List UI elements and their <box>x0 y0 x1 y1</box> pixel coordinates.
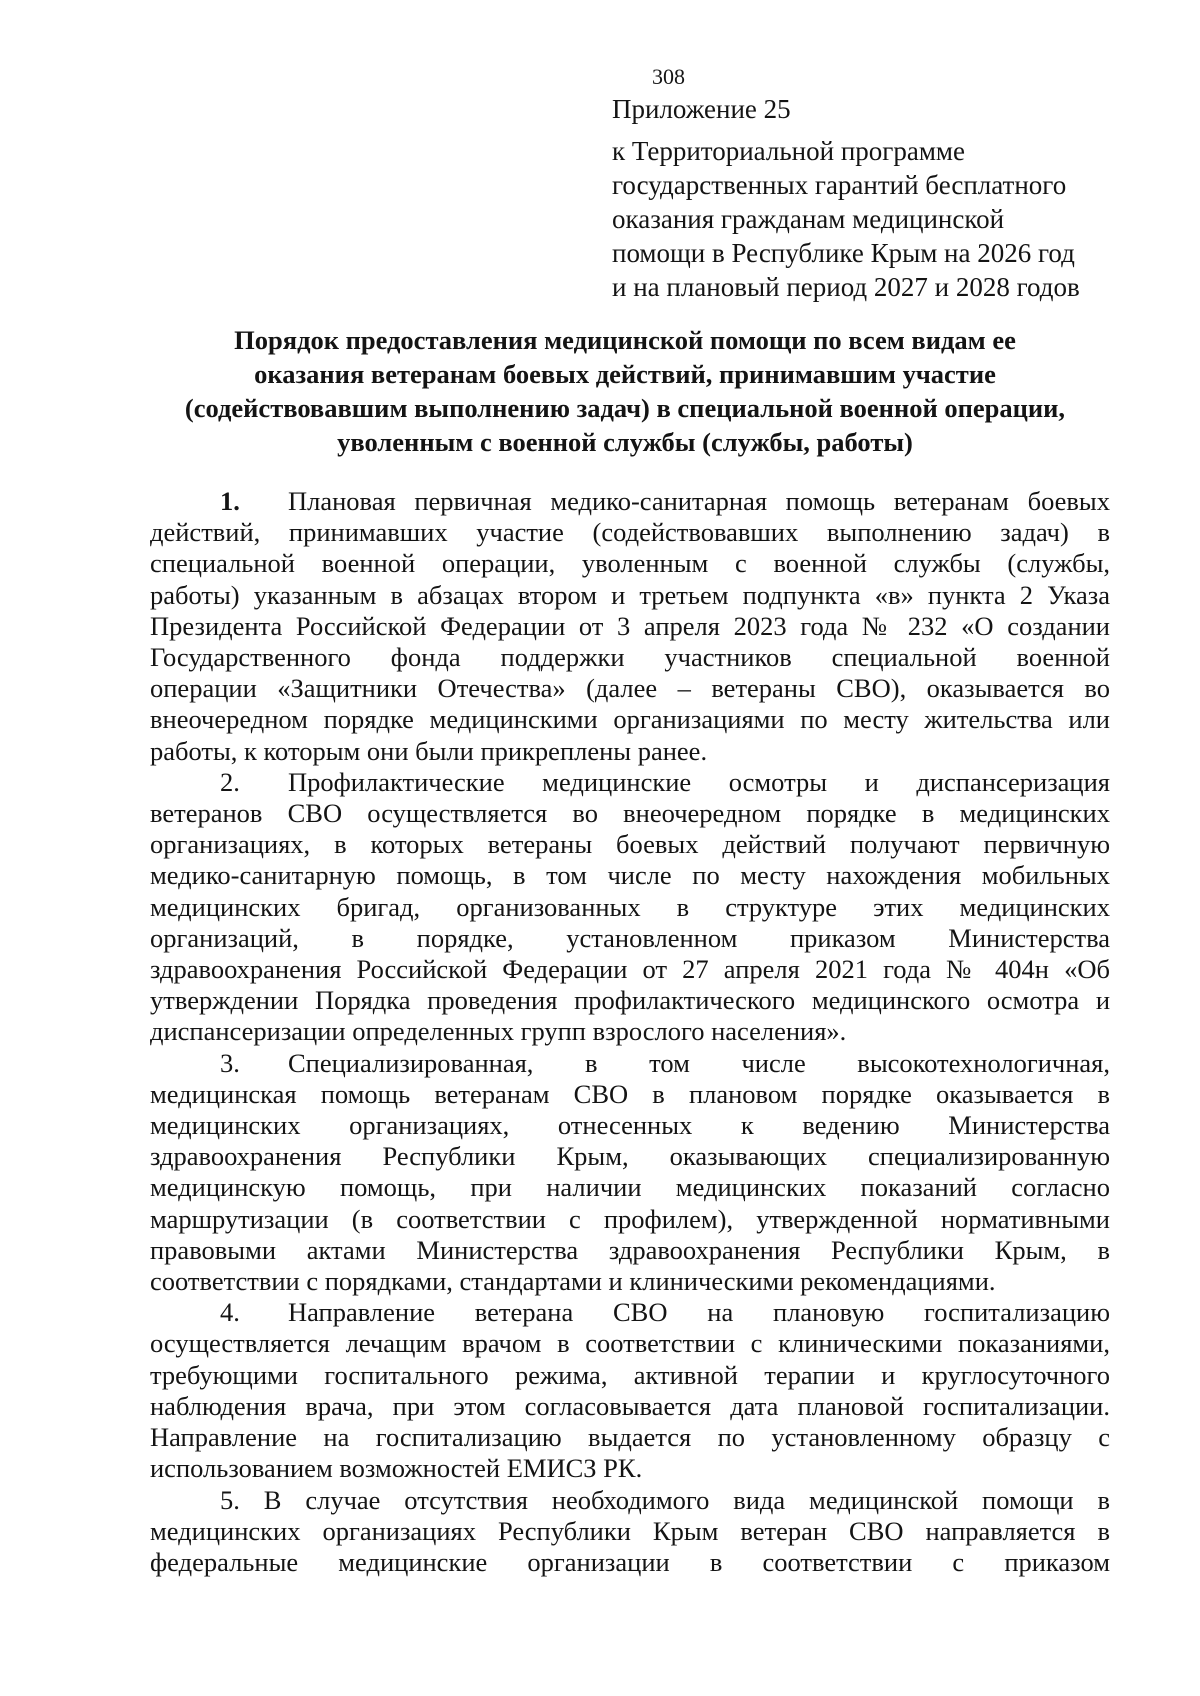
appendix-line: и на плановый период 2027 и 2028 годов <box>612 272 1080 302</box>
document-title <box>150 323 1100 459</box>
paragraph-number: 3. <box>220 1047 240 1078</box>
title-line: Порядок предоставления медицинской помощи по всем видам ее <box>234 325 1016 355</box>
appendix-block <box>612 92 1132 304</box>
paragraph-line: медико-санитарную помощь, в том числе по месту нахождения мобильных <box>150 860 1110 891</box>
paragraph-line: наблюдения врача, при этом согласовывается дата плановой госпитализации. <box>150 1390 1110 1421</box>
paragraph-line: организаций, в порядке, установленном приказом Министерства <box>150 922 1110 953</box>
paragraph-line: маршрутизации (в соответствии с профилем), утвержденной нормативными <box>150 1203 1110 1234</box>
paragraph-line <box>150 1048 1110 1079</box>
paragraph-number: 1. <box>220 486 240 516</box>
paragraph-line: действий, принимавших участие (содействовавших выполнению задач) в <box>150 517 1110 548</box>
appendix-line: помощи в Республике Крым на 2026 год <box>612 238 1075 268</box>
paragraph-line: специальной военной операции, уволенным с военной службы (службы, <box>150 548 1110 579</box>
paragraph-line <box>150 1297 1110 1328</box>
paragraph-line: здравоохранения Республики Крым, оказывающих специализированную <box>150 1141 1110 1172</box>
paragraph-1 <box>150 486 1110 767</box>
page-number: 308 <box>652 64 685 89</box>
paragraph-line: диспансеризации определенных групп взрослого населения». <box>150 1016 847 1047</box>
paragraph-line: федеральные медицинские организации в соответствии с приказом <box>150 1546 1110 1577</box>
paragraph-4 <box>150 1297 1110 1484</box>
paragraph-line-text: Специализированная, в том числе высокотехнологичная, <box>288 1047 1110 1078</box>
paragraph-line: организациях, в которых ветераны боевых действий получают первичную <box>150 829 1110 860</box>
paragraph-line: внеочередном порядке медицинскими организациями по месту жительства или <box>150 704 1110 735</box>
appendix-title: Приложение 25 <box>612 94 791 124</box>
paragraph-line: операции «Защитники Отечества» (далее – ветераны СВО), оказывается во <box>150 673 1110 704</box>
paragraph-line: использованием возможностей ЕМИСЗ РК. <box>150 1453 643 1484</box>
paragraph-number: 2. <box>220 766 240 797</box>
paragraph-line <box>150 767 1110 798</box>
appendix-line: оказания гражданам медицинской <box>612 204 1005 234</box>
paragraph-line <box>150 486 1110 517</box>
paragraph-line-text: Плановая первичная медико-санитарная помощь ветеранам боевых <box>288 486 1110 516</box>
appendix-line: государственных гарантий бесплатного <box>612 170 1067 200</box>
paragraph-line-text: Направление ветерана СВО на плановую госпитализацию <box>288 1297 1110 1328</box>
paragraph-line: медицинских организациях Республики Крым ветеран СВО направляется в <box>150 1515 1110 1546</box>
paragraph-line: утверждении Порядка проведения профилактического медицинского осмотра и <box>150 985 1110 1016</box>
paragraph-line: медицинскую помощь, при наличии медицинских показаний согласно <box>150 1172 1110 1203</box>
title-line: уволенным с военной службы (службы, работы) <box>337 427 913 457</box>
title-line: (содействовавшим выполнению задач) в специальной военной операции, <box>184 393 1066 423</box>
paragraph-line: ветеранов СВО осуществляется во внеочередном порядке в медицинских <box>150 798 1110 829</box>
paragraph-line: требующими госпитального режима, активной терапии и круглосуточного <box>150 1359 1110 1390</box>
paragraph-line: Направление на госпитализацию выдается по установленному образцу с <box>150 1422 1110 1453</box>
paragraph-line: осуществляется лечащим врачом в соответствии с клиническими показаниями, <box>150 1328 1110 1359</box>
appendix-line: к Территориальной программе <box>612 136 965 166</box>
title-line: оказания ветеранам боевых действий, принимавшим участие <box>254 359 996 389</box>
document-body <box>150 486 1110 1578</box>
paragraph-number: 4. <box>220 1297 240 1328</box>
paragraph-line: медицинских организациях, отнесенных к ведению Министерства <box>150 1110 1110 1141</box>
paragraph-line: медицинская помощь ветеранам СВО в плановом порядке оказывается в <box>150 1078 1110 1109</box>
paragraph-line: Президента Российской Федерации от 3 апреля 2023 года № 232 «О создании <box>150 610 1110 641</box>
paragraph-line: соответствии с порядками, стандартами и клиническими рекомендациями. <box>150 1266 996 1297</box>
paragraph-line: Государственного фонда поддержки участников специальной военной <box>150 642 1110 673</box>
paragraph-line: работы) указанным в абзацах втором и третьем подпункта «в» пункта 2 Указа <box>150 579 1110 610</box>
paragraph-5 <box>150 1485 1110 1579</box>
paragraph-line: здравоохранения Российской Федерации от 27 апреля 2021 года № 404н «Об <box>150 954 1110 985</box>
paragraph-3 <box>150 1048 1110 1298</box>
paragraph-line: медицинских бригад, организованных в структуре этих медицинских <box>150 891 1110 922</box>
paragraph-line: работы, к которым они были прикреплены ранее. <box>150 735 708 766</box>
paragraph-line: правовыми актами Министерства здравоохранения Республики Крым, в <box>150 1234 1110 1265</box>
paragraph-2 <box>150 767 1110 1048</box>
paragraph-line: 5. В случае отсутствия необходимого вида медицинской помощи в <box>220 1484 1110 1515</box>
paragraph-line-text: Профилактические медицинские осмотры и диспансеризация <box>288 766 1110 797</box>
